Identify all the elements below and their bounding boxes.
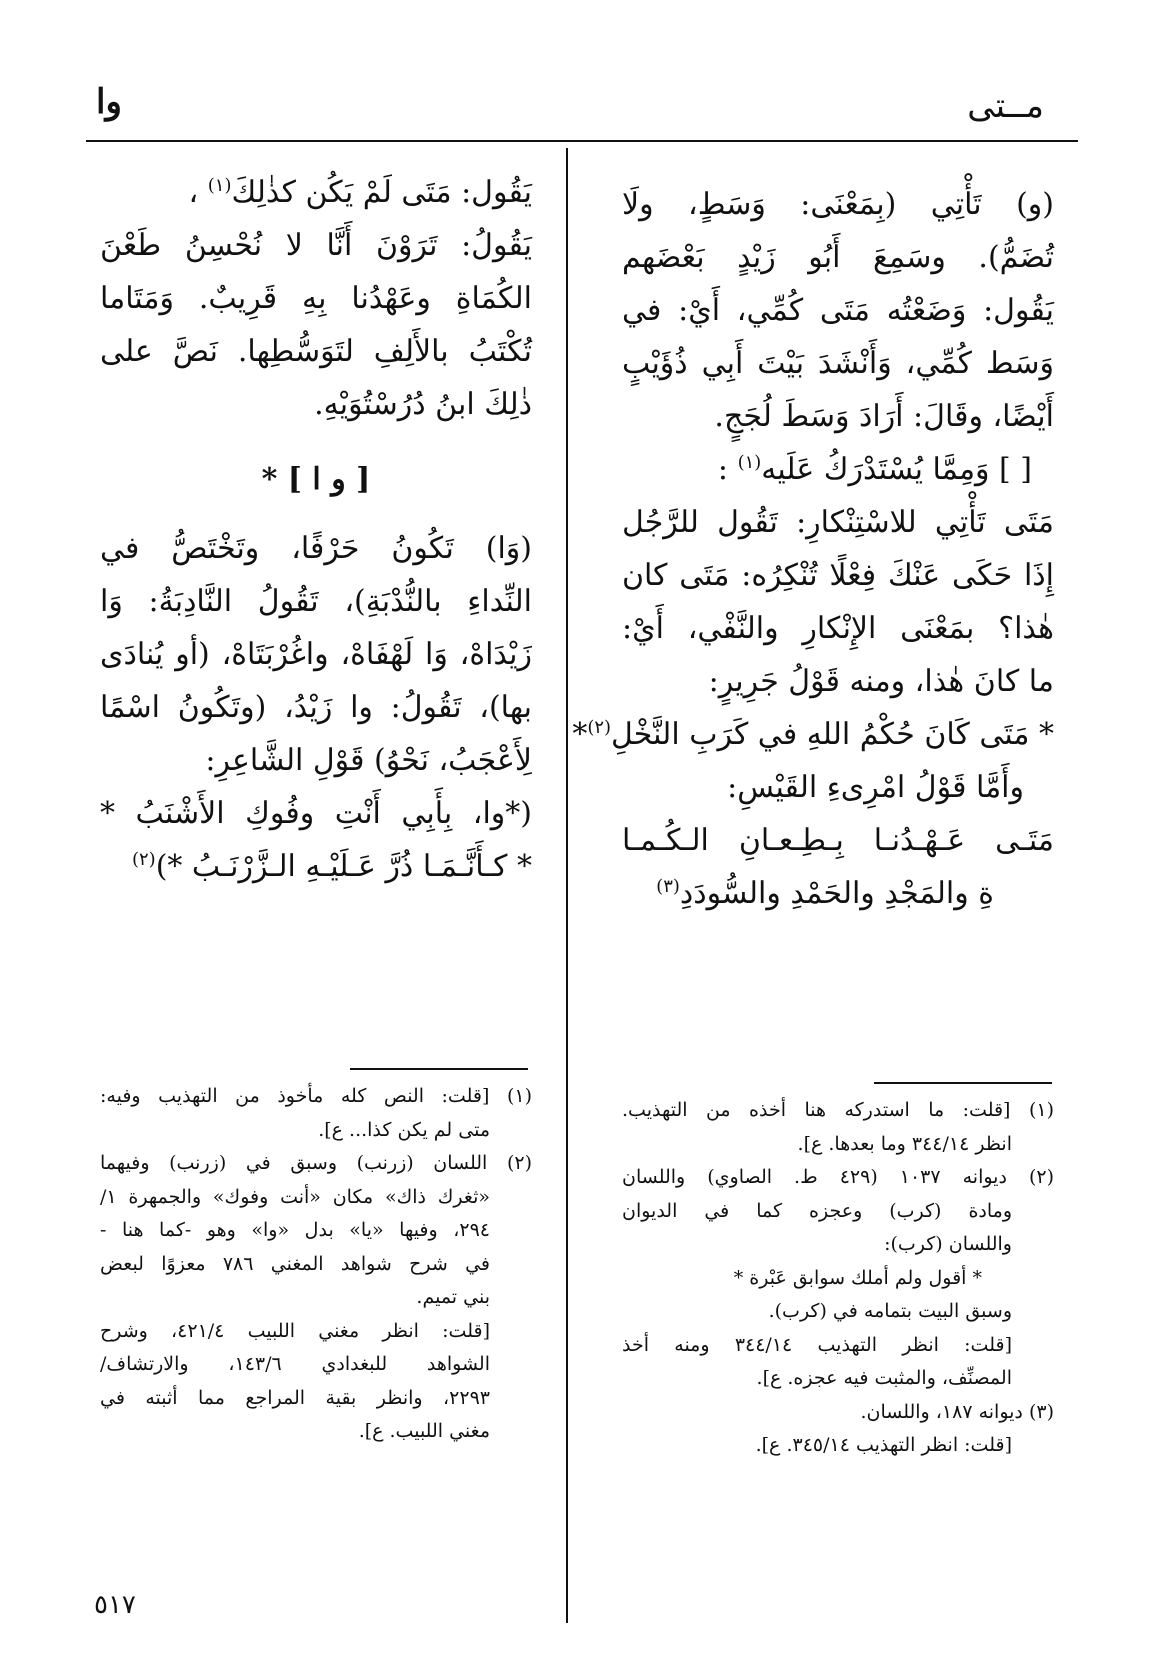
colon: : bbox=[717, 452, 729, 487]
text-span: ديوانه ١٠٣٧ (٤٢٩ ط. الصاوي) واللسان bbox=[622, 1166, 1007, 1188]
footnote-verse: * أقول ولم أملك سوابق عَبْرة * bbox=[733, 1266, 982, 1289]
text-line: لِأَعْجَبُ، نَحْوُ) قَوْلِ الشَّاعِرِ: bbox=[205, 743, 532, 778]
footnote-line: في شرح شواهد المغني ٧٨٦ معزوًا لبعض bbox=[100, 1252, 490, 1275]
footnote-line: واللسان (كرب): bbox=[884, 1233, 1012, 1255]
text-line: زَيْدَاهْ، وَا لَهْفَاهْ، واغُرْبَتَاهْ، (أو يُنادَى bbox=[100, 637, 532, 672]
footnote-line: الشواهد للبغدادي ١٤٣/٦، والارتشاف/ bbox=[100, 1353, 490, 1375]
text-line: يَقُول: وَضَعْتُه مَتَى كُمِّي، أَيْ: في bbox=[622, 293, 1054, 328]
text-line: إِذَا حَكَى عَنْكَ فِعْلًا تُنْكِرُه: مَتَى كان bbox=[622, 558, 1054, 593]
text-line: هٰذا؟ بمَعْنَى الإِنْكارِ والنَّفْي، أَيْ: bbox=[622, 611, 1054, 646]
footnote-line bbox=[622, 1094, 1054, 1128]
column-divider bbox=[566, 148, 568, 1623]
footnote-line: ٢٢٩٣، وانظر بقية المراجع مما أثبته في bbox=[100, 1386, 490, 1409]
text-span: [قلت: ما استدركه هنا أخذه من التهذيب. bbox=[622, 1099, 1011, 1121]
text-line: وَسَط كُمِّي، وَأَنْشَدَ بَيْتَ أَبِي ذُؤَيْبٍ bbox=[622, 346, 1054, 381]
footnote-line: «ثغرك ذاك» مكان «أنت وفوك» والجمهرة ١/ bbox=[100, 1185, 490, 1208]
section-title: [ و ا ] * bbox=[261, 462, 371, 497]
text-span: ديوانه ١٨٧، واللسان. bbox=[860, 1400, 1023, 1423]
footnote-ref-3: (٣) bbox=[656, 876, 680, 897]
text-span: * مَتَى كَانَ حُكْمُ اللهِ في كَرَبِ النَّخْلِ bbox=[611, 717, 1054, 752]
footnote-line bbox=[622, 1396, 1054, 1430]
footnote-line: [قلت: انظر التهذيب ٣٤٥/١٤. ع]. bbox=[755, 1434, 1012, 1456]
verse-line: مَتَـى عَـهْـدُنـا بِـطِـعـانِ الـكُـمـا bbox=[622, 823, 1054, 858]
footnote-ref-2: (٢) bbox=[131, 849, 156, 870]
footnote-line: بني تميم. bbox=[416, 1286, 490, 1308]
text-line: يَقُولُ: تَرَوْنَ أَنَّا لا نُحْسِنُ طَعْنَ bbox=[100, 228, 532, 263]
footnote-line: انظر ٣٤٤/١٤ وما بعدها. ع]. bbox=[797, 1132, 1012, 1155]
footnote-ref-1: (١) bbox=[737, 452, 762, 473]
footnote-number: (١) bbox=[1028, 1099, 1054, 1121]
footnote-line bbox=[100, 1147, 532, 1181]
running-header-left: وا bbox=[96, 82, 122, 122]
running-header-right: مــتى bbox=[967, 86, 1044, 126]
footnote-number: (٢) bbox=[1028, 1166, 1055, 1188]
comma: ، bbox=[188, 175, 199, 210]
verse-line bbox=[622, 867, 1054, 920]
footnote-line: مغني اللبيب. ع]. bbox=[358, 1420, 490, 1442]
text-span: ةِ والمَجْدِ والحَمْدِ والسُّودَدِ bbox=[679, 876, 994, 911]
page-number: ٥١٧ bbox=[94, 1590, 136, 1620]
text-line: (وَا) تَكُونُ حَرْفًا، وتَخْتَصُّ في bbox=[100, 531, 532, 566]
right-column bbox=[572, 178, 1054, 920]
text-line: بها)، تَقُولُ: وا زَيْدُ، (وتَكُونُ اسْمًا bbox=[100, 690, 532, 725]
text-span: [ ] وَمِمَّا يُسْتَدْرَكُ عَلَيه bbox=[761, 452, 1032, 487]
verse-line bbox=[572, 708, 1054, 761]
footnotes-right bbox=[622, 1094, 1054, 1463]
text-line bbox=[100, 166, 532, 219]
text-line: تُكْتَبُ بالأَلِفِ لتَوَسُّطِها. نَصَّ على bbox=[100, 334, 532, 369]
footnote-number: (٢) bbox=[506, 1152, 532, 1174]
header-rule bbox=[86, 140, 1078, 142]
text-line: وأَمَّا قَوْلُ امْرِىءِ القَيْسِ: bbox=[727, 770, 1024, 805]
text-span: يَقُول: مَتَى لَمْ يَكُن كذٰلِكَ bbox=[231, 175, 532, 210]
footnote-line: متى لم يكن كذا... ع]. bbox=[318, 1118, 490, 1141]
text-line: الكُمَاةِ وعَهْدُنا بِهِ قَرِيبٌ. وَمَتَاما bbox=[100, 281, 532, 316]
footnotes-left bbox=[100, 1080, 532, 1449]
footnote-rule-right bbox=[874, 1082, 1052, 1084]
text-line: النِّداءِ بالنُّدْبَةِ)، تَقُولُ النَّادِبَةُ: وَا bbox=[100, 584, 532, 619]
footnote-number: (١) bbox=[506, 1085, 532, 1107]
mustadrak-line bbox=[622, 443, 1054, 496]
footnote-number: (٣) bbox=[1028, 1400, 1054, 1423]
text-line: ما كانَ هٰذا، ومنه قَوْلُ جَرِيرٍ: bbox=[708, 664, 1054, 699]
footnote-ref-1: (١) bbox=[207, 175, 232, 196]
text-line: ذٰلِكَ ابنُ دُرُسْتُوَيْهِ. bbox=[314, 387, 532, 422]
footnote-line: [قلت: انظر التهذيب ٣٤٤/١٤ ومنه أخذ bbox=[622, 1333, 1013, 1356]
footnote-line: ومادة (كرب) وعجزه كما في الديوان bbox=[622, 1199, 1012, 1222]
text-line: (و) تَأْتِي (بِمَعْنَى: وَسَطٍ، ولَا bbox=[622, 187, 1054, 222]
left-column bbox=[100, 166, 532, 893]
footnote-line bbox=[622, 1161, 1054, 1195]
verse-line: (*وا، بِأَبِي أَنْتِ وفُوكِ الأَشْنَبُ * bbox=[100, 796, 532, 831]
text-span: [قلت: النص كله مأخوذ من التهذيب وفيه: bbox=[100, 1085, 490, 1107]
footnote-ref-2: (٢) bbox=[587, 717, 612, 738]
footnote-rule-left bbox=[350, 1068, 528, 1070]
text-span: * كـأَنَّـمَـا ذُرَّ عَـلَيْـهِ الـزَّرْنَـبُ *) bbox=[155, 849, 532, 884]
text-span: اللسان (زرنب) وسبق في (زرنب) وفيهما bbox=[100, 1152, 488, 1174]
text-line: مَتَى تَأْتِي للاسْتِنْكارِ: تَقُول للرَّجُل bbox=[622, 505, 1054, 540]
footnote-line: وسبق البيت بتمامه في (كرب). bbox=[768, 1300, 1012, 1322]
footnote-line: ٢٩٤، وفيها «يا» بدل «وا» وهو -كما هنا - bbox=[100, 1219, 490, 1241]
verse-line bbox=[100, 840, 532, 893]
star: * bbox=[572, 717, 588, 752]
text-line: تُضَمُّ). وسَمِعَ أَبُو زَيْدٍ بَعْضَهم bbox=[622, 240, 1054, 275]
footnote-line bbox=[100, 1080, 532, 1114]
footnote-line: [قلت: انظر مغني اللبيب ٤٢١/٤، وشرح bbox=[100, 1319, 490, 1342]
text-line: أَيْضًا، وقَالَ: أَرَادَ وَسَطَ لُجَجٍ. bbox=[714, 399, 1054, 434]
footnote-line: المصنِّف، والمثبت فيه عجزه. ع]. bbox=[756, 1367, 1012, 1389]
